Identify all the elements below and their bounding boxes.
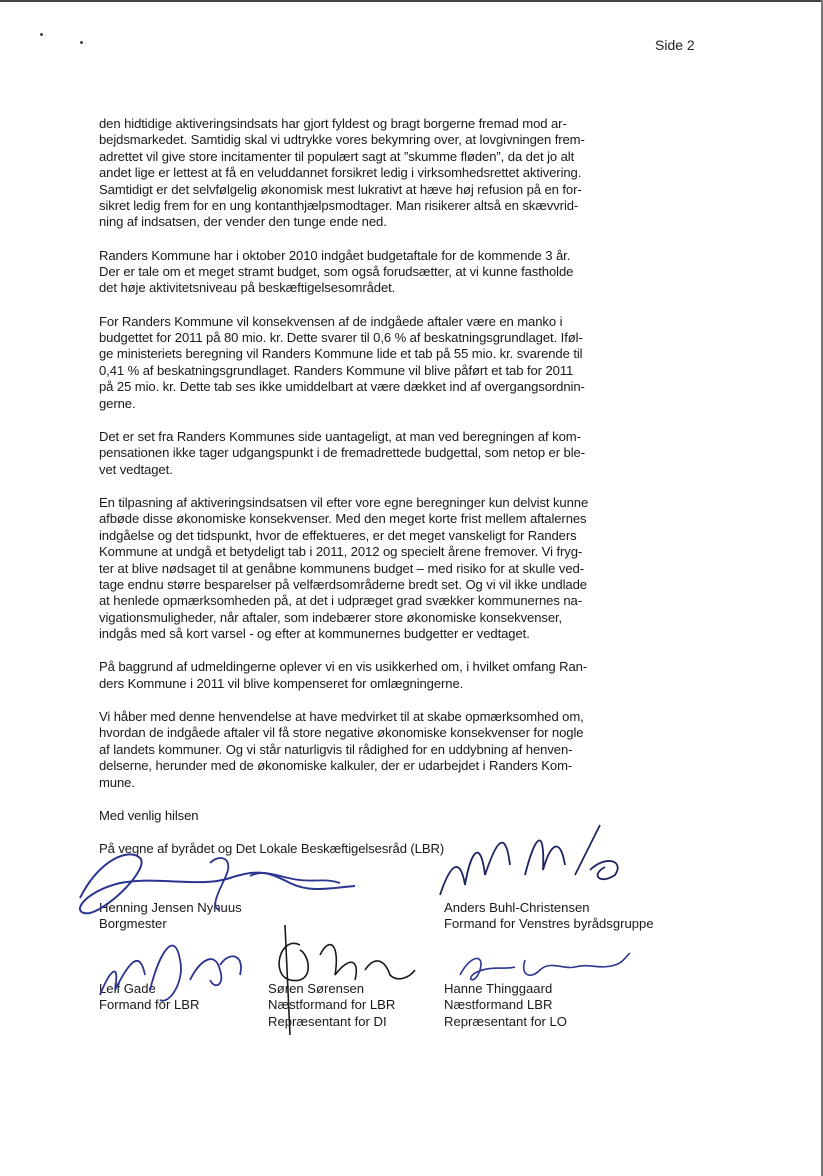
on-behalf-line: På vegne af byrådet og Det Lokale Beskæftigelsesråd (LBR)	[99, 841, 445, 856]
signature-henning	[60, 838, 360, 918]
paragraph-6: På baggrund af udmeldingerne oplever vi en vis usikkerhed om, i hvilket omfang Ran- ders Kommune i 2011 vil blive kompenseret for omlægningerne.	[99, 659, 588, 691]
signatory-anders: Anders Buhl-Christensen Formand for Venstres byrådsgruppe	[444, 900, 654, 932]
signatory-soren: Søren Sørensen Næstformand for LBR Repræsentant for DI	[268, 981, 396, 1029]
paragraph-7: Vi håber med denne henvendelse at have medvirket til at skabe opmærksomhed om, hvordan de indgåede aftaler vil få store negative økonomiske konsekvenser for nogle af landets kommuner. Og vi står naturligvis til rådighed for en uddybning af henven- delserne, herunder med de økonomiske kalkuler, der er udarbejdet i Randers Kom- mune.	[99, 708, 584, 790]
signatory-hanne: Hanne Thinggaard Næstformand LBR Repræsentant for LO	[444, 981, 567, 1029]
closing: Med venlig hilsen	[99, 807, 199, 823]
scan-speck	[80, 41, 83, 44]
signatory-henning: Henning Jensen Nyhuus Borgmester	[99, 900, 242, 932]
signature-soren	[260, 915, 420, 1040]
letter-body	[99, 116, 635, 874]
scan-speck	[40, 33, 43, 36]
paragraph-5: En tilpasning af aktiveringsindsatsen vil efter vore egne beregninger kun delvist kunne afbøde disse økonomiske konsekvenser. Med den meget korte frist mellem aftalernes indgåelse og det tidspunkt, hvor de effektueres, er det meget vanskeligt for Randers Kommune at undgå et betydeligt tab i 2011, 2012 og specielt årene fremover. Vi fryg- ter at blive nødsaget til at genåbne kommunens budget – med risiko for at skulle ved- tage endnu større besparelser på velfærdsområderne bredt set. Og vi vil ikke undlade at henlede opmærksomheden på, at det i udpræget grad svækker kommunernes na- vigationsmuligheder, når aftaler, som indebærer store økonomiske konsekvenser, indgås med så kort varsel - og efter at kommunernes budgetter er vedtaget.	[99, 494, 589, 642]
paragraph-2: Randers Kommune har i oktober 2010 indgået budgetaftale for de kommende 3 år. Der er tale om et meget stramt budget, som også forudsætter, at vi kunne fastholde det høje aktivitetsniveau på beskæftigelsesområdet.	[99, 247, 574, 296]
scan-top-edge	[0, 0, 823, 2]
signatory-leif: Leif Gade Formand for LBR	[99, 981, 200, 1013]
paragraph-3: For Randers Kommune vil konsekvensen af de indgåede aftaler være en manko i budgettet for 2011 på 80 mio. kr. Dette svarer til 0,6 % af beskatningsgrundlaget. Iføl- ge ministeriets beregning vil Randers Kommune lide et tab på 55 mio. kr. svarende til 0,41 % af beskatningsgrundlaget. Randers Kommune vil blive påført et tab for 2011 på 25 mio. kr. Dette tab ses ikke umiddelbart at være dækket ind af overgangsordnin- gerne.	[99, 313, 585, 411]
signature-hanne	[455, 945, 635, 995]
signature-leif	[80, 920, 260, 1015]
page-number: Side 2	[655, 37, 695, 53]
paragraph-4: Det er set fra Randers Kommunes side uantageligt, at man ved beregningen af kom- pensationen ikke tager udgangspunkt i de fremadrettede budgettal, som netop er ble- vet vedtaget.	[99, 428, 585, 477]
paragraph-1: den hidtidige aktiveringsindsats har gjort fyldest og bragt borgerne fremad mod ar- bejdsmarkedet. Samtidig skal vi udtrykke vores bekymring over, at lovgivningen frem- adrettet vil give store incitamenter til populært sagt at ”skumme fløden”, da det jo alt andet lige er lettest at få en veluddannet forsikret ledig i virksomhedsrettet aktivering. Samtidigt er det selvfølgelig økonomisk mest lukrativt at hæve høj refusion på en for- sikret ledig frem for en ung kontanthjælpsmodtager. Man risikerer altså en skævvrid- ning af indsatsen, der vender den tunge ende ned.	[99, 116, 585, 230]
signature-anders	[425, 815, 645, 910]
